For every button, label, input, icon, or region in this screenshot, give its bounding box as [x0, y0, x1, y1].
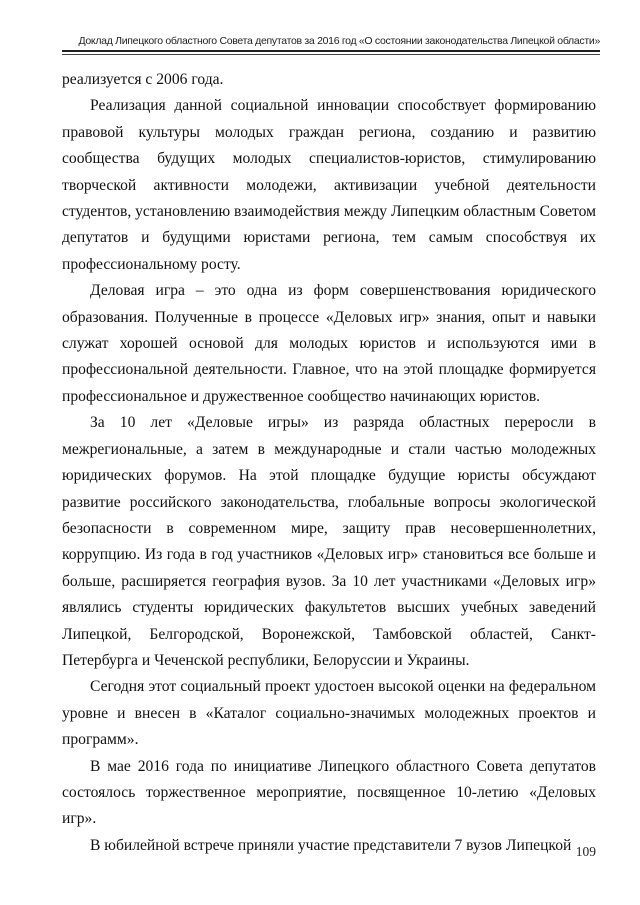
- header-rule-secondary: [62, 54, 600, 55]
- running-header: Доклад Липецкого областного Совета депутатов за 2016 год «О состоянии законодательства Липецкой области»: [78, 35, 600, 47]
- paragraph: В мае 2016 года по инициативе Липецкого областного Совета депутатов состоялось торжественное мероприятие, посвященное 10-летию «Деловых игр».: [62, 757, 596, 828]
- paragraph: Реализация данной социальной инновации способствует формированию правовой культуры молодых граждан региона, созданию и развитию сообщества будущих молодых специалистов-юристов, стимулированию творческой активности молодежи, активизации учебной деятельности студентов, установлению взаимодействия между Липецким областным Советом депутатов и будущими юристами региона, тем самым способствуя их профессиональному росту.: [62, 97, 596, 273]
- body-text: [62, 67, 596, 859]
- paragraph-last: В юбилейной встрече приняли участие представители 7 вузов Липецкой: [90, 836, 572, 854]
- page-number: 109: [575, 844, 596, 859]
- paragraph-continuation: реализуется с 2006 года.: [62, 71, 224, 88]
- paragraph: За 10 лет «Деловые игры» из разряда областных переросли в межрегиональные, а затем в международные и стали частью молодежных юридических форумов. На этой площадке будущие юристы обсуждают развитие российского законодательства, глобальные вопросы экологической безопасности в современном мире, защиту прав несовершеннолетних, коррупцию. Из года в год участников «Деловых игр» становиться все больше и больше, расширяется география вузов. За 10 лет участниками «Деловых игр» являлись студенты юридических факультетов высших учебных заведений Липецкой, Белгородской, Воронежской, Тамбовской областей, Санкт-Петербурга и Чеченской республики, Белоруссии и Украины.: [62, 414, 596, 669]
- paragraph: Сегодня этот социальный проект удостоен высокой оценки на федеральном уровне и внесен в «Каталог социально-значимых молодежных проектов и программ».: [62, 678, 596, 749]
- paragraph: Деловая игра – это одна из форм совершенствования юридического образования. Полученные в процессе «Деловых игр» знания, опыт и навыки служат хорошей основой для молодых юристов и используются ими в профессиональной деятельности. Главное, что на этой площадке формируется профессиональное и дружественное сообщество начинающих юристов.: [62, 282, 596, 405]
- header-rule: [62, 50, 600, 52]
